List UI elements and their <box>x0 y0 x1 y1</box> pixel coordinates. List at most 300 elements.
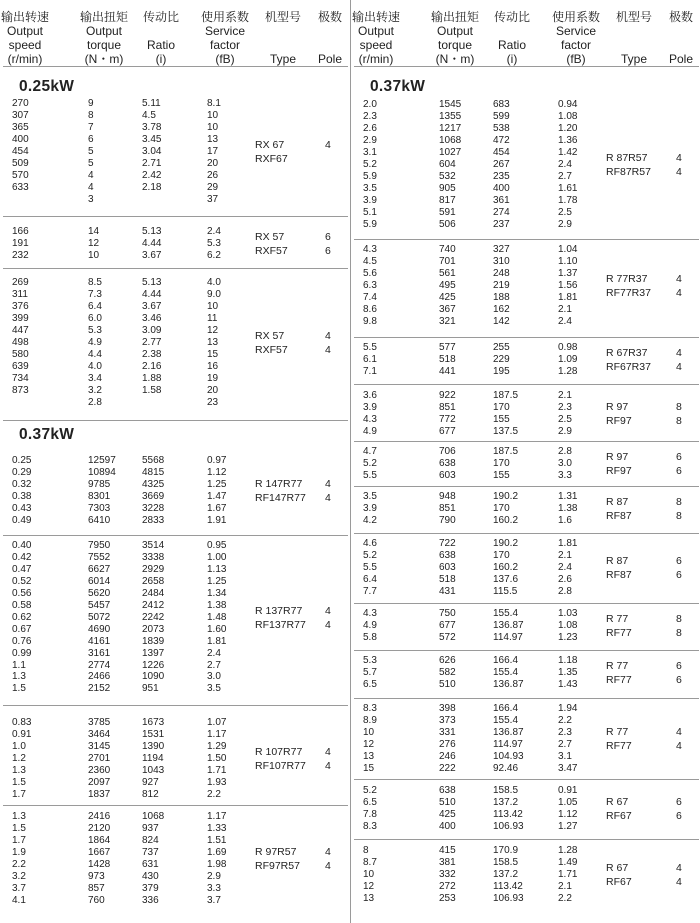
header-type-line: Type <box>269 52 296 66</box>
factor-cell: 1.29 <box>207 740 227 752</box>
ratio-cell: 2073 <box>142 623 165 635</box>
speed-cell: 1.7 <box>12 834 26 846</box>
table-row <box>354 244 699 256</box>
speed-cell: 13 <box>363 750 375 762</box>
speed-cell: 6.5 <box>363 678 377 690</box>
factor-cell: 2.2 <box>207 788 221 800</box>
torque-cell: 706 <box>439 446 456 457</box>
speed-cell: 365 <box>12 121 29 133</box>
torque-cell: 603 <box>439 561 456 573</box>
torque-cell: 572 <box>439 631 456 643</box>
torque-cell: 506 <box>439 218 456 230</box>
ratio-cell: 2.18 <box>142 181 162 193</box>
factor-cell: 2.4 <box>558 158 572 170</box>
torque-cell: 2097 <box>88 776 111 788</box>
type-cell: R 107R77 <box>255 745 303 758</box>
pole-cell: 4 <box>676 725 682 738</box>
speed-cell: 7.4 <box>363 291 377 303</box>
speed-cell: 8.3 <box>363 820 377 832</box>
row-divider <box>3 216 348 217</box>
factor-cell: 1.71 <box>558 868 578 880</box>
table-row <box>3 729 348 741</box>
speed-cell: 0.29 <box>12 466 32 478</box>
header-factor-line: 使用系数 <box>551 10 600 24</box>
ratio-cell: 190.2 <box>493 538 519 549</box>
factor-cell: 1.28 <box>558 845 578 856</box>
table-row <box>354 703 699 715</box>
ratio-cell: 170 <box>493 502 510 514</box>
ratio-cell: 187.5 <box>493 446 519 457</box>
table-row <box>354 304 699 316</box>
torque-cell: 1355 <box>439 110 462 122</box>
factor-cell: 2.4 <box>207 647 221 659</box>
factor-cell: 1.10 <box>558 255 578 267</box>
table-header <box>0 0 348 66</box>
speed-cell: 8.9 <box>363 714 377 726</box>
ratio-cell: 3338 <box>142 551 165 563</box>
speed-cell: 3.5 <box>363 491 377 502</box>
table-row <box>354 207 699 219</box>
torque-cell: 10894 <box>88 466 116 478</box>
header-pole-line: Pole <box>317 52 343 66</box>
ratio-cell: 4325 <box>142 478 165 490</box>
speed-cell: 0.91 <box>12 728 32 740</box>
model-label <box>3 845 348 873</box>
header-ratio-line: 传动比 <box>142 10 179 24</box>
speed-cell: 1.3 <box>12 811 26 822</box>
speed-cell: 166 <box>12 226 29 237</box>
speed-cell: 570 <box>12 169 29 181</box>
speed-cell: 1.1 <box>12 659 26 671</box>
ratio-cell: 155.4 <box>493 608 519 619</box>
ratio-cell: 3.04 <box>142 145 162 157</box>
table-row <box>3 277 348 289</box>
torque-cell: 1667 <box>88 846 111 858</box>
torque-cell: 6.0 <box>88 312 102 324</box>
ratio-cell: 166.4 <box>493 703 519 714</box>
type-cell: RF77 <box>606 673 632 686</box>
model-label <box>354 272 699 300</box>
torque-cell: 331 <box>439 726 456 738</box>
torque-cell: 398 <box>439 703 456 714</box>
speed-cell: 5.2 <box>363 457 377 469</box>
ratio-cell: 538 <box>493 122 510 134</box>
ratio-cell: 195 <box>493 365 510 377</box>
torque-cell: 5.3 <box>88 324 102 336</box>
factor-cell: 1.37 <box>558 267 578 279</box>
ratio-cell: 155 <box>493 413 510 425</box>
torque-cell: 518 <box>439 353 456 365</box>
table-row <box>3 98 348 110</box>
ratio-cell: 1390 <box>142 740 165 752</box>
factor-cell: 1.69 <box>207 846 227 858</box>
header-torque-line: Output <box>85 24 123 38</box>
model-label <box>354 450 699 478</box>
type-cell: RF77R37 <box>606 286 651 299</box>
ratio-cell: 106.93 <box>493 892 524 904</box>
model-label <box>3 230 348 258</box>
type-cell: RX 57 <box>255 230 285 243</box>
pole-cell: 4 <box>325 859 331 872</box>
ratio-cell: 229 <box>493 353 510 365</box>
ratio-cell: 2.77 <box>142 336 162 348</box>
table-row <box>3 883 348 895</box>
torque-cell: 851 <box>439 401 456 413</box>
type-cell: R 147R77 <box>255 477 303 490</box>
torque-cell: 4.4 <box>88 348 102 360</box>
torque-cell: 222 <box>439 762 456 774</box>
ratio-cell: 170 <box>493 401 510 413</box>
factor-cell: 1.33 <box>207 822 227 834</box>
table-row <box>3 182 348 194</box>
power-section-title: 0.25kW <box>19 78 75 95</box>
speed-cell: 639 <box>12 360 29 372</box>
table-row <box>3 552 348 564</box>
model-label <box>354 151 699 179</box>
table-row <box>3 823 348 835</box>
torque-cell: 332 <box>439 868 456 880</box>
ratio-cell: 166.4 <box>493 655 519 666</box>
factor-cell: 2.7 <box>207 659 221 671</box>
right-table <box>351 0 699 923</box>
speed-cell: 3.9 <box>363 194 377 206</box>
torque-cell: 5072 <box>88 611 111 623</box>
ratio-cell: 2929 <box>142 563 165 575</box>
ratio-cell: 3.67 <box>142 300 162 312</box>
torque-cell: 6410 <box>88 514 111 526</box>
factor-cell: 3.7 <box>207 894 221 906</box>
torque-cell: 8301 <box>88 490 111 502</box>
torque-cell: 750 <box>439 608 456 619</box>
factor-cell: 1.49 <box>558 856 578 868</box>
ratio-cell: 3514 <box>142 540 165 551</box>
torque-cell: 677 <box>439 619 456 631</box>
speed-cell: 0.83 <box>12 717 32 728</box>
model-label <box>354 725 699 753</box>
ratio-cell: 5.11 <box>142 98 161 109</box>
speed-cell: 4.7 <box>363 446 377 457</box>
row-divider <box>354 533 699 534</box>
speed-cell: 4.3 <box>363 413 377 425</box>
speed-cell: 191 <box>12 237 29 249</box>
ratio-cell: 1226 <box>142 659 165 671</box>
ratio-cell: 114.97 <box>493 631 523 643</box>
ratio-cell: 361 <box>493 194 510 206</box>
speed-cell: 1.3 <box>12 764 26 776</box>
torque-cell: 7552 <box>88 551 111 563</box>
speed-cell: 1.0 <box>12 740 26 752</box>
factor-cell: 2.9 <box>558 425 572 437</box>
torque-cell: 922 <box>439 390 456 401</box>
ratio-cell: 310 <box>493 255 510 267</box>
torque-cell: 3.4 <box>88 372 102 384</box>
torque-cell: 2.8 <box>88 396 102 408</box>
table-row <box>3 373 348 385</box>
model-label <box>3 329 348 357</box>
factor-cell: 1.67 <box>207 502 227 514</box>
pole-cell: 6 <box>676 809 682 822</box>
header-factor-line: factor <box>560 38 591 52</box>
speed-cell: 5.9 <box>363 170 377 182</box>
factor-cell: 10 <box>207 121 219 133</box>
type-cell: RF97R57 <box>255 859 300 872</box>
type-cell: RXF67 <box>255 152 288 165</box>
table-row <box>354 586 699 598</box>
pole-cell: 4 <box>676 346 682 359</box>
type-cell: R 67 <box>606 795 629 808</box>
speed-cell: 633 <box>12 181 29 193</box>
table-row <box>3 564 348 576</box>
ratio-cell: 267 <box>493 158 510 170</box>
header-type-line: 机型号 <box>615 10 652 24</box>
type-cell: RF87 <box>606 568 632 581</box>
ratio-cell: 599 <box>493 110 510 122</box>
pole-cell: 4 <box>676 286 682 299</box>
table-row <box>354 195 699 207</box>
speed-cell: 4.2 <box>363 514 377 526</box>
speed-cell: 2.6 <box>363 122 377 134</box>
factor-cell: 1.93 <box>207 776 227 788</box>
factor-cell: 37 <box>207 193 219 205</box>
header-torque-line: (N・m) <box>84 52 124 66</box>
type-cell: RX 67 <box>255 138 285 151</box>
factor-cell: 1.98 <box>207 858 227 870</box>
speed-cell: 0.62 <box>12 611 32 623</box>
ratio-cell: 472 <box>493 134 510 146</box>
type-cell: RF137R77 <box>255 618 306 631</box>
torque-cell: 2466 <box>88 671 111 683</box>
ratio-cell: 336 <box>142 894 159 906</box>
table-row <box>3 385 348 397</box>
speed-cell: 454 <box>12 145 29 157</box>
ratio-cell: 3228 <box>142 502 165 514</box>
speed-cell: 3.9 <box>363 401 377 413</box>
speed-cell: 7.8 <box>363 808 377 820</box>
pole-cell: 4 <box>676 861 682 874</box>
ratio-cell: 2484 <box>142 587 165 599</box>
speed-cell: 1.5 <box>12 776 26 788</box>
type-cell: RF87 <box>606 509 632 522</box>
type-cell: RF107R77 <box>255 759 306 772</box>
torque-cell: 5620 <box>88 587 111 599</box>
ratio-cell: 160.2 <box>493 514 519 526</box>
type-cell: R 87 <box>606 554 629 567</box>
table-row <box>3 515 348 527</box>
torque-cell: 6627 <box>88 563 111 575</box>
table-row <box>354 219 699 231</box>
torque-cell: 677 <box>439 425 456 437</box>
torque-cell: 1545 <box>439 99 462 110</box>
factor-cell: 19 <box>207 372 219 384</box>
speed-cell: 8 <box>363 845 369 856</box>
type-cell: RF87R57 <box>606 165 651 178</box>
speed-cell: 509 <box>12 157 29 169</box>
factor-cell: 1.17 <box>207 811 227 822</box>
row-divider <box>354 779 699 780</box>
speed-cell: 232 <box>12 249 29 261</box>
factor-cell: 1.61 <box>558 182 578 194</box>
factor-cell: 1.28 <box>558 365 578 377</box>
torque-cell: 253 <box>439 892 456 904</box>
ratio-cell: 3669 <box>142 490 165 502</box>
torque-cell: 10 <box>88 249 100 261</box>
type-cell: RF97 <box>606 464 632 477</box>
speed-cell: 1.2 <box>12 752 26 764</box>
table-row <box>354 111 699 123</box>
ratio-cell: 1194 <box>142 752 164 764</box>
speed-cell: 2.0 <box>363 99 377 110</box>
factor-cell: 1.08 <box>558 110 578 122</box>
factor-cell: 1.09 <box>558 353 578 365</box>
pole-cell: 6 <box>325 230 331 243</box>
factor-cell: 2.1 <box>558 549 572 561</box>
ratio-cell: 155.4 <box>493 666 519 678</box>
speed-cell: 5.5 <box>363 561 377 573</box>
speed-cell: 0.52 <box>12 575 32 587</box>
factor-cell: 1.91 <box>207 514 227 526</box>
header-factor-line: (fB) <box>215 52 235 66</box>
header-ratio-line: (i) <box>155 52 167 66</box>
ratio-cell: 136.87 <box>493 619 524 631</box>
table-row <box>3 811 348 823</box>
factor-cell: 1.56 <box>558 279 578 291</box>
speed-cell: 6.1 <box>363 353 377 365</box>
torque-cell: 626 <box>439 655 456 666</box>
left-table <box>0 0 348 923</box>
speed-cell: 498 <box>12 336 29 348</box>
header-pole-line: 极数 <box>317 10 342 24</box>
ratio-cell: 113.42 <box>493 880 523 892</box>
speed-cell: 5.5 <box>363 342 377 353</box>
torque-cell: 441 <box>439 365 456 377</box>
power-section-title: 0.37kW <box>370 78 426 95</box>
speed-cell: 3.2 <box>12 870 26 882</box>
ratio-cell: 137.2 <box>493 868 519 880</box>
speed-cell: 15 <box>363 762 375 774</box>
speed-cell: 5.2 <box>363 549 377 561</box>
speed-cell: 2.3 <box>363 110 377 122</box>
table-row <box>3 455 348 467</box>
speed-cell: 4.6 <box>363 538 377 549</box>
ratio-cell: 3.78 <box>142 121 162 133</box>
header-factor-line: factor <box>209 38 240 52</box>
factor-cell: 1.00 <box>207 551 227 563</box>
torque-cell: 1068 <box>439 134 462 146</box>
ratio-cell: 106.93 <box>493 820 524 832</box>
type-cell: R 77 <box>606 659 629 672</box>
table-row <box>3 540 348 552</box>
model-label <box>354 495 699 523</box>
header-factor-line: (fB) <box>566 52 586 66</box>
header-pole-line: 极数 <box>668 10 693 24</box>
speed-cell: 0.56 <box>12 587 32 599</box>
speed-cell: 399 <box>12 312 29 324</box>
ratio-cell: 136.87 <box>493 726 524 738</box>
torque-cell: 1027 <box>439 146 462 158</box>
ratio-cell: 137.5 <box>493 425 519 437</box>
ratio-cell: 1.88 <box>142 372 162 384</box>
ratio-cell: 2.42 <box>142 169 162 181</box>
type-cell: R 97 <box>606 400 629 413</box>
speed-cell: 580 <box>12 348 29 360</box>
factor-cell: 1.31 <box>558 491 578 502</box>
row-divider <box>354 239 699 240</box>
table-row <box>3 648 348 660</box>
type-cell: R 77 <box>606 725 629 738</box>
pole-cell: 4 <box>676 151 682 164</box>
speed-cell: 3.5 <box>363 182 377 194</box>
factor-cell: 3.0 <box>558 457 572 469</box>
factor-cell: 3.0 <box>207 671 221 683</box>
pole-cell: 6 <box>676 795 682 808</box>
speed-cell: 376 <box>12 300 29 312</box>
factor-cell: 1.38 <box>207 599 227 611</box>
torque-cell: 4690 <box>88 623 111 635</box>
ratio-cell: 1839 <box>142 635 165 647</box>
ratio-cell: 1673 <box>142 717 165 728</box>
torque-cell: 7 <box>88 121 94 133</box>
table-row <box>3 671 348 683</box>
type-cell: R 77R37 <box>606 272 648 285</box>
header-speed-line: speed <box>8 38 42 52</box>
row-divider <box>3 535 348 536</box>
ratio-cell: 2.71 <box>142 157 162 169</box>
torque-cell: 4 <box>88 181 94 193</box>
type-cell: R 137R77 <box>255 604 303 617</box>
speed-cell: 5.5 <box>363 469 377 481</box>
pole-cell: 6 <box>676 659 682 672</box>
torque-cell: 9785 <box>88 478 111 490</box>
factor-cell: 11 <box>207 312 218 324</box>
ratio-cell: 2412 <box>142 599 165 611</box>
torque-cell: 1837 <box>88 788 111 800</box>
header-pole-line: Pole <box>668 52 694 66</box>
header-speed-line: 输出转速 <box>0 10 49 24</box>
speed-cell: 0.40 <box>12 540 32 551</box>
factor-cell: 1.25 <box>207 478 227 490</box>
header-pole-line <box>636 24 700 38</box>
ratio-cell: 235 <box>493 170 510 182</box>
torque-cell: 591 <box>439 206 456 218</box>
torque-cell: 2701 <box>88 752 111 764</box>
speed-cell: 5.1 <box>363 206 377 218</box>
ratio-cell: 737 <box>142 846 159 858</box>
torque-cell: 2774 <box>88 659 111 671</box>
speed-cell: 8.7 <box>363 856 377 868</box>
speed-cell: 6.5 <box>363 796 377 808</box>
pole-cell: 6 <box>325 244 331 257</box>
table-row <box>354 538 699 550</box>
ratio-cell: 812 <box>142 788 159 800</box>
row-divider <box>354 698 699 699</box>
factor-cell: 2.1 <box>558 880 572 892</box>
torque-cell: 425 <box>439 808 456 820</box>
pole-cell: 4 <box>325 343 331 356</box>
torque-cell: 3161 <box>88 647 111 659</box>
header-ratio-line: 传动比 <box>493 10 530 24</box>
row-divider <box>354 486 699 487</box>
torque-cell: 973 <box>88 870 105 882</box>
ratio-cell: 3.67 <box>142 249 162 261</box>
ratio-cell: 3.09 <box>142 324 162 336</box>
speed-cell: 1.3 <box>12 671 26 683</box>
speed-cell: 4.3 <box>363 244 377 255</box>
factor-cell: 1.42 <box>558 146 578 158</box>
torque-cell: 5457 <box>88 599 111 611</box>
pole-cell: 4 <box>676 272 682 285</box>
factor-cell: 1.71 <box>207 764 227 776</box>
row-divider <box>3 66 348 67</box>
